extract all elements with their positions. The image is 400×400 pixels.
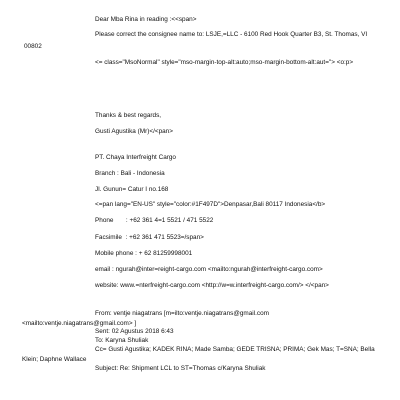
company-name: PT. Chaya Interfreight Cargo <box>95 154 176 161</box>
consignee-line: Please correct the consignee name to: LSJE,=LLC - 6100 Red Hook Quarter B3, St. Thomas, VI <box>95 31 368 38</box>
mso-markup-line: <= class="MsoNormal" style="mso-margin-top-alt:auto;mso-margin-bottom-alt:aut="> <o:p> <box>95 59 354 66</box>
greeting-line: Dear Mba Rina in reading :<<span> <box>95 16 197 23</box>
branch-line: Branch : Bali - Indonesia <box>95 170 165 177</box>
from-line: From: ventje niagatrans [m=ilto:ventje.niagatrans@gmail.com <box>95 310 269 317</box>
consignee-line-continued: 00802 <box>24 43 42 50</box>
sender-name: Gusti Agustika (Mr)</<pan> <box>95 128 173 135</box>
phone-line: Phone : +62 361 4=1 5521 / 471 5522 <box>95 217 214 224</box>
cc-line-continued: Klein; Daphne Wallace <box>22 356 87 363</box>
to-line: To: Karyna Shuliak <box>95 337 149 344</box>
city-line: <=pan lang="EN-US" style="color:#1F497D">Denpasar,Bali 80117 Indonesia</b> <box>95 201 326 208</box>
subject-line: Subject: Re: Shipment LCL to ST=Thomas c/Karyna Shuliak <box>95 365 266 372</box>
sent-line: Sent: 02 Agustus 2018 6:43 <box>95 328 174 335</box>
fax-line: Facsimile : +62 361 471 5523=/span> <box>95 234 204 241</box>
from-line-continued: <mailto:ventje.niagatrans@gmail.com> ] <box>22 320 137 327</box>
street-line: Jl. Gunun= Catur I no.168 <box>95 186 169 193</box>
mobile-line: Mobile phone : + 62 81259998001 <box>95 250 193 257</box>
website-line[interactable]: website: www.=nterfreight-cargo.com <http://w=w.interfreight-cargo.com/> </<pan> <box>95 282 329 289</box>
closing-line: Thanks & best regards, <box>95 112 162 119</box>
cc-line: Cc= Gusti Agustika; KADEK RINA; Made Samba; GEDE TRISNA; PRIMA; Gek Mas; T=SNA; Bella <box>95 346 375 353</box>
email-address-line[interactable]: email : ngurah@inter=reight-cargo.com <mailto:ngurah@interfreight-cargo.com> <box>95 266 323 273</box>
